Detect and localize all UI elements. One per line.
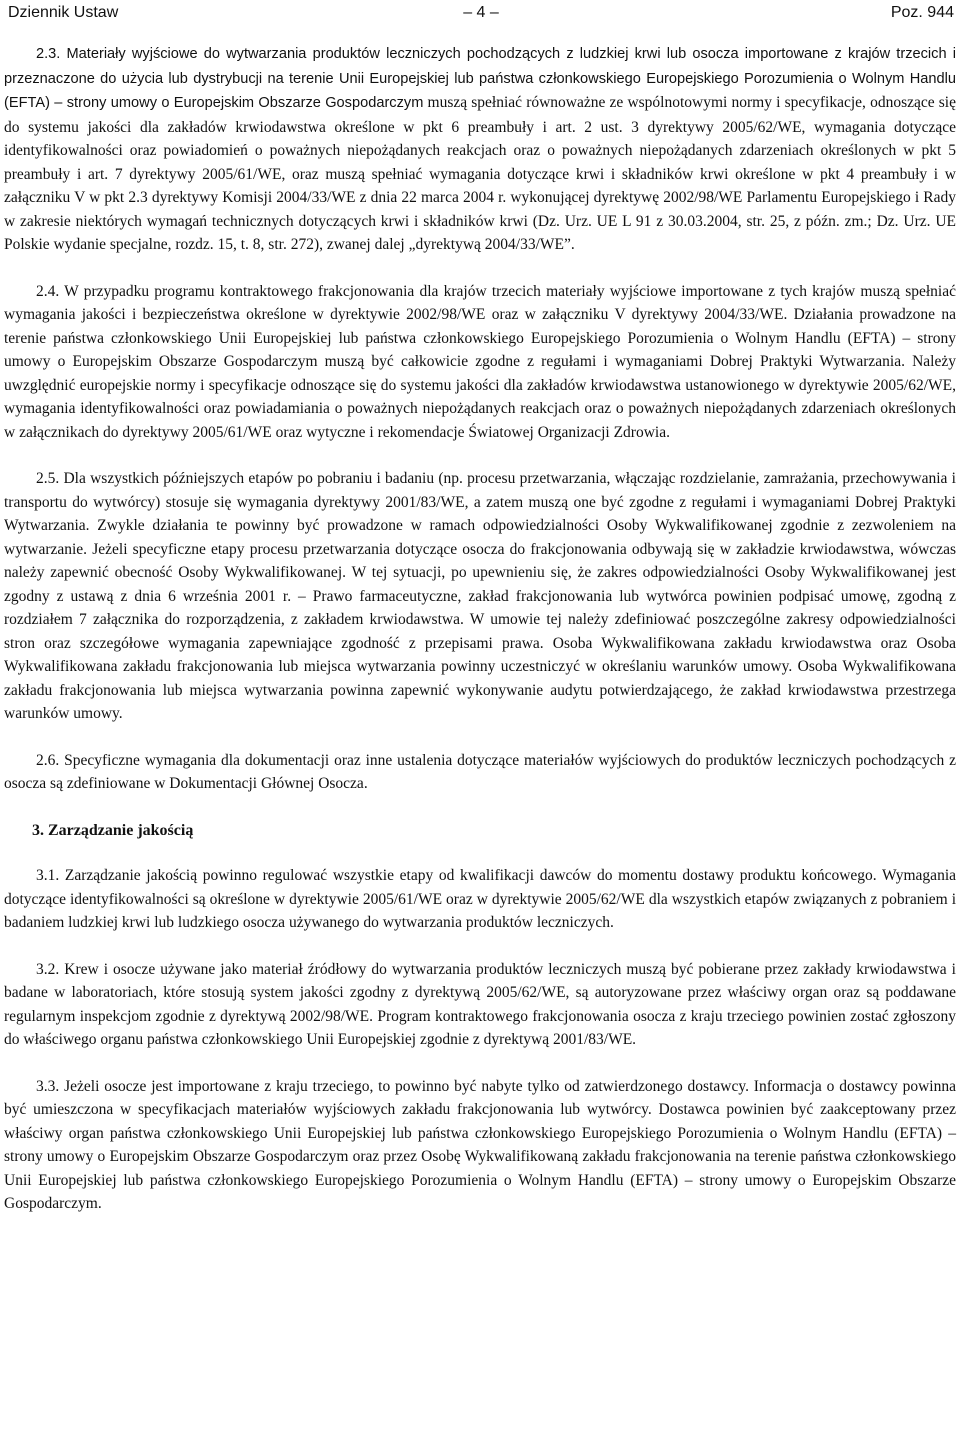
journal-title: Dziennik Ustaw — [8, 4, 119, 21]
position-number: Poz. 944 — [890, 4, 954, 21]
section-heading-quality-management: 3. Zarządzanie jakością — [32, 821, 194, 839]
document-body — [4, 42, 956, 1239]
page-header — [8, 0, 954, 26]
paragraph-2-3 — [4, 42, 956, 257]
page-number: – 4 – — [463, 4, 499, 21]
paragraph-2-4: 2.4. W przypadku programu kontraktowego frakcjonowania dla krajów trzecich materiały wyjściowe importowane z tych krajów muszą spełniać wymagania jakości i bezpieczeństwa określone w dyrektywie 2002/98/WE oraz w załączniku V dyrektywy 2004/33/WE. Działania prowadzone na terenie państwa członkowskiego Unii Europejskiej lub państwa członkowskiego Europejskiego Porozumienia o Wolnym Handlu (EFTA) – strony umowy o Europejskim Obszarze Gospodarczym muszą być całkowicie zgodne z regułami i wymaganiami Dobrej Praktyki Wytwarzania. Należy uwzględnić europejskie normy i specyfikacje odnoszące się do systemu jakości dla zakładów krwiodawstwa ustanowionego w dyrektywie 2005/62/WE, wymagania identyfikowalności oraz powiadamiania o poważnych niepożądanych reakcjach oraz o poważnych niepożądanych zdarzeniach określonych w załącznikach do dyrektywy 2005/61/WE oraz wytyczne i rekomendacje Światowej Organizacji Zdrowia. — [4, 282, 956, 441]
paragraph-3-3: 3.3. Jeżeli osocze jest importowane z kraju trzeciego, to powinno być nabyte tylko od zatwierdzonego dostawcy. Informacja o dostawcy powinna być umieszczona w specyfikacjach materiałów wyjściowych zakładu frakcjonowania lub wytwórcy. Dostawca powinien być zaakceptowany przez właściwy organ państwa członkowskiego Unii Europejskiej lub państwa członkowskiego Europejskiego Porozumienia o Wolnym Handlu (EFTA) – strony umowy o Europejskim Obszarze Gospodarczym oraz przez Osobę Wykwalifikowaną zakładu frakcjonowania na terenie państwa członkowskiego Unii Europejskiej lub państwa członkowskiego Europejskiego Porozumienia o Wolnym Handlu (EFTA) – strony umowy o Europejskim Obszarze Gospodarczym. — [4, 1077, 956, 1212]
paragraph-2-3-sans-part: 2.3. Materiały wyjściowe do wytwarzania produktów leczniczych pochodzących z ludzkiej krwi lub osocza importowane z krajów trzecich i przeznaczone do użycia lub dystrybucji na terenie Unii Europejskiej lub państwa członkowskiego Europejskiego Porozumienia o Wolnym Handlu (EFTA) – strony umowy o Europejskim Obszarze Gospodarczym — [4, 46, 956, 111]
paragraph-3-2: 3.2. Krew i osocze używane jako materiał źródłowy do wytwarzania produktów leczniczych muszą być pobierane przez zakłady krwiodawstwa i badane w laboratoriach, które stosują system jakości zgodny z dyrektywą 2005/62/WE, są autoryzowane przez właściwy organ oraz są poddawane regularnym inspekcjom zgodnie z dyrektywą 2002/98/WE. Program kontraktowego frakcjonowania osocza z kraju trzeciego powinien zostać zgłoszony do właściwego organu państwa członkowskiego Unii Europejskiej zgodnie z dyrektywą 2001/83/WE. — [4, 960, 956, 1048]
paragraph-2-3-serif-part: muszą spełniać równoważne ze wspólnotowymi normy i specyfikacje, odnoszące się do systemu jakości dla zakładów krwiodawstwa określone w pkt 6 preambuły i art. 2 ust. 3 dyrektywy 2005/62/WE, wymagania dotyczące identyfikowalności oraz powiadomień o poważnych niepożądanych reakcjach oraz o poważnych niepożądanych zdarzeniach określonych w pkt 5 preambuły i art. 7 dyrektywy 2005/61/WE, oraz muszą spełniać wymagania dotyczące krwi i składników krwi określone w pkt 4 preambuły i w załączniku V w pkt 2.3 dyrektywy Komisji 2004/33/WE z dnia 22 marca 2004 r. wykonującej dyrektywę 2002/98/WE Parlamentu Europejskiego i Rady w zakresie niektórych wymagań technicznych dotyczących krwi i składników krwi (Dz. Urz. UE L 91 z 30.03.2004, str. 25, z późn. zm.; Dz. Urz. UE Polskie wydanie specjalne, rozdz. 15, t. 8, str. 272), zwanej dalej „dyrektywą 2004/33/WE”. — [4, 94, 956, 253]
paragraph-3-1: 3.1. Zarządzanie jakością powinno regulować wszystkie etapy od kwalifikacji dawców do momentu dostawy produktu końcowego. Wymagania dotyczące identyfikowalności są określone w dyrektywie 2005/61/WE oraz w dyrektywie 2005/62/WE dla wszystkich etapów związanych z pobraniem i badaniem ludzkiej krwi lub ludzkiego osocza używanego do wytwarzania produktów leczniczych. — [4, 867, 956, 931]
paragraph-2-6: 2.6. Specyficzne wymagania dla dokumentacji oraz inne ustalenia dotyczące materiałów wyjściowych do produktów leczniczych pochodzących z osocza są zdefiniowane w Dokumentacji Głównej Osocza. — [4, 751, 956, 792]
paragraph-2-5: 2.5. Dla wszystkich późniejszych etapów po pobraniu i badaniu (np. procesu przetwarzania, włączając rozdzielanie, zamrażania, przechowywania i transportu do wytwórcy) stosuje się wymagania dyrektywy 2001/83/WE, a zatem muszą one być zgodne z regułami i wymaganiami Dobrej Praktyki Wytwarzania. Zwykle działania te powinny być prowadzone w ramach odpowiedzialności Osoby Wykwalifikowanej zgodnie z zezwoleniem na wytwarzanie. Jeżeli specyficzne etapy procesu przetwarzania dotyczące osocza do frakcjonowania odbywają się w zakładzie krwiodawstwa, wówczas należy zapewnić obecność Osoby Wykwalifikowanej. W tej sytuacji, po upewnieniu się, że zakres odpowiedzialności Osoby Wykwalifikowanej jest zgodny z ustawą z dnia 6 września 2001 r. – Prawo farmaceutyczne, zakład frakcjonowania lub wytwórca powinien podpisać umowę, zgodną z rozdziałem 7 załącznika do rozporządzenia, z zakładem krwiodawstwa. W umowie tej należy zdefiniować poszczególne zakresy odpowiedzialności stron oraz szczegółowe wymagania zapewniające zgodność z przepisami prawa. Osoba Wykwalifikowana zakładu krwiodawstwa oraz Osoba Wykwalifikowana zakładu frakcjonowania lub miejsca wytwarzania powinny uczestniczyć w określaniu warunków umowy. Osoba Wykwalifikowana zakładu frakcjonowania lub miejsca wytwarzania powinna zapewnić wykonywanie audytu potwierdzającego, że zakład krwiodawstwa przestrzega warunków umowy. — [4, 470, 956, 722]
